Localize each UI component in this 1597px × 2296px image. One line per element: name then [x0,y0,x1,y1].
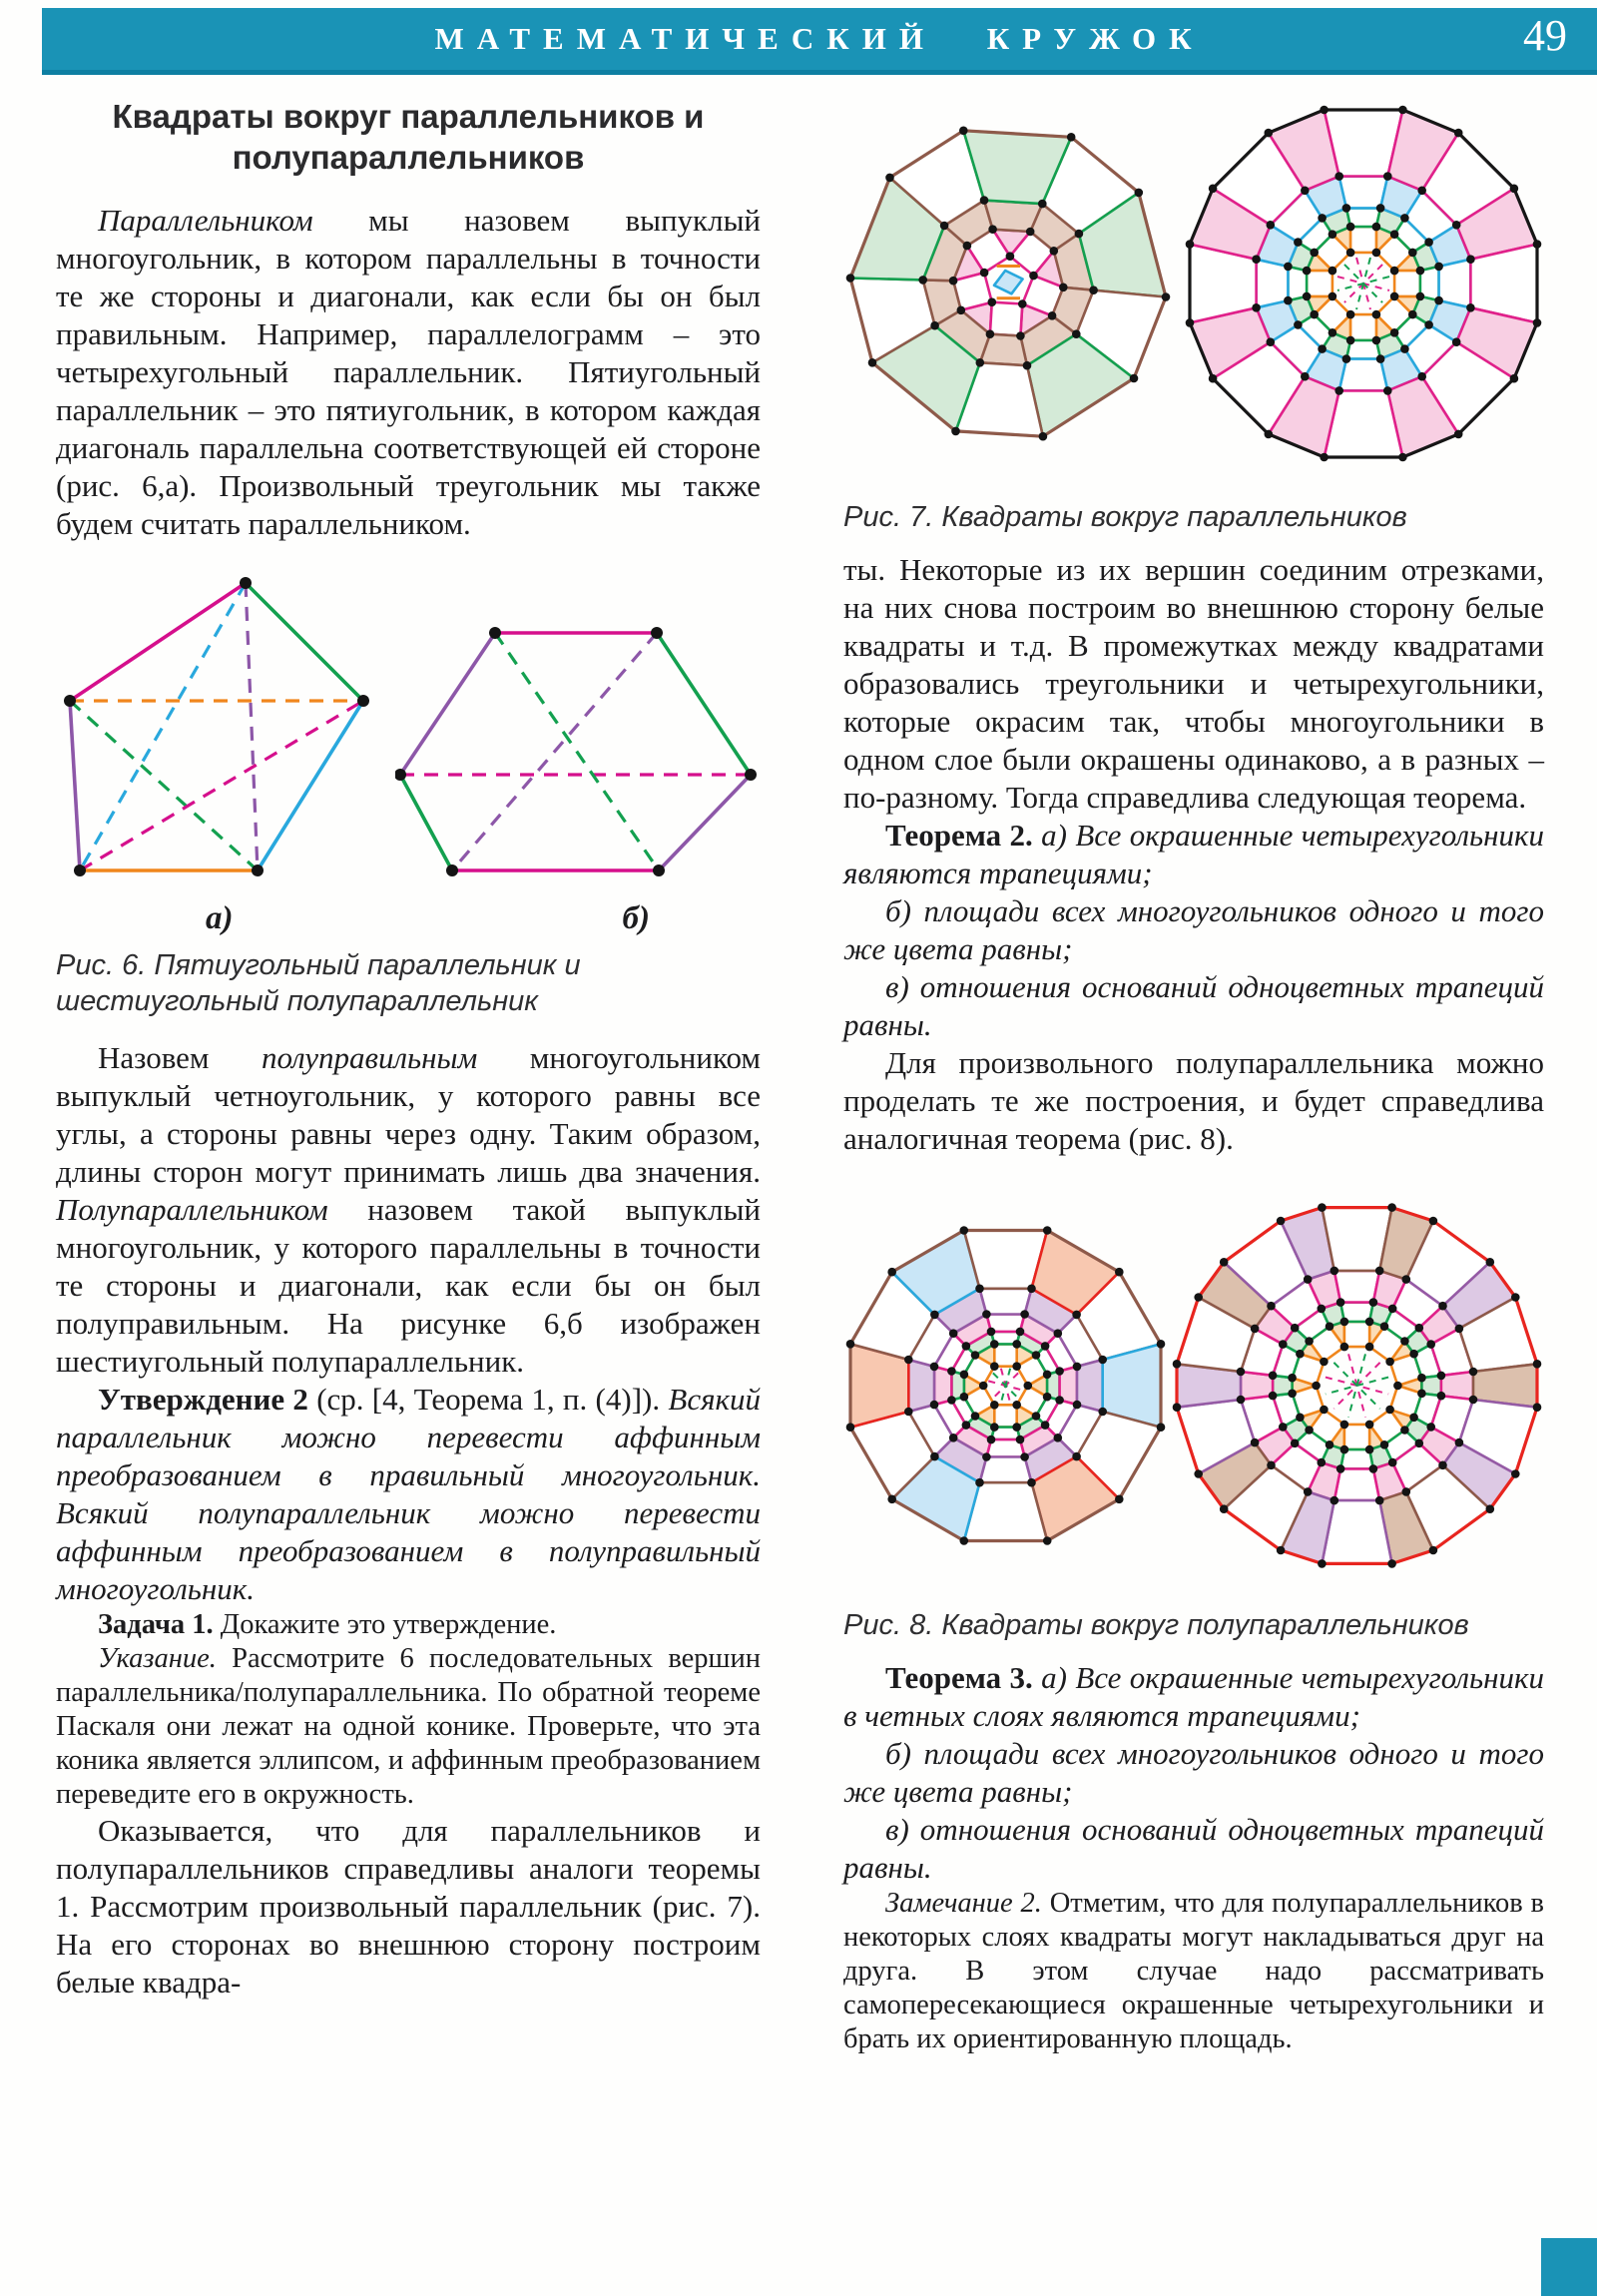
theorem-2-a: Теорема 2. а) Все окрашенные четырехугольники являются трапециями; [843,818,1544,890]
figure-6 [56,569,761,884]
paragraph-parallelnik-definition: Параллельником мы назовем выпуклый многоугольник, в котором параллельны в точности те же стороны и диагонали, как если бы он был правильным. Например, параллелограмм – это четырехугольный параллельник. Пятиугольный параллельник – это пятиугольник, в котором каждая диагональ параллельна соответствующей ей стороне (рис. 6,а). Произвольный треугольник мы также будем считать параллельником. [56,203,761,541]
remark-2: Замечание 2. Отметим, что для полупараллельников в некоторых слоях квадраты могут накладываться друг на друга. В этом случае надо рассматривать самопересекающиеся окрашенные четырехугольники и брать их ориентированную площадь. [843,1888,1544,2054]
page-corner-marker [1541,2238,1597,2296]
squares-around-decagon-diagram [1170,1174,1544,1597]
section-title: МАТЕМАТИЧЕСКИЙ КРУЖОК [434,21,1205,56]
theorem-2-c: в) отношения оснований одноцветных трапеций равны. [843,969,1544,1042]
theorem-3-b: б) площади всех многоугольников одного и того же цвета равны; [843,1736,1544,1809]
left-column [56,88,761,2002]
right-column [843,78,1544,2056]
theorem-2-b: б) площади всех многоугольников одного и того же цвета равны; [843,893,1544,966]
statement-2: Утверждение 2 (ср. [4, Теорема 1, п. (4)]). Всякий параллельник можно перевести аффинным преобразованием в правильный многоугольник. Всякий полупараллельник можно перевести аффинным преобразованием в полуправильный многоугольник. [56,1382,761,1606]
figure-7-caption: Рис. 7. Квадраты вокруг параллельников [843,501,1407,533]
figure-6-labels [56,900,761,937]
figure-7 [843,78,1544,489]
pentagon-parallelnik-diagram [56,569,385,884]
paragraph-construction-continued: ты. Некоторые из их вершин соединим отрезками, на них снова построим во внешнюю сторону белые квадраты и т.д. В промежутках между квадратами образовались треугольники и четырехугольники, которые окрасим так, чтобы многоугольники в одном слое были окрашены одинаково, а в разных – по-разному. Тогда справедлива следующая теорема. [843,552,1544,815]
squares-around-octagon-diagram [1183,78,1544,489]
figure-6b-label: б) [622,900,650,936]
figure-8-caption: Рис. 8. Квадраты вокруг полупараллельников [843,1609,1469,1641]
page-header-bar [42,8,1597,75]
theorem-3-a: Теорема 3. а) Все окрашенные четырехугольники в четных слоях являются трапециями; [843,1660,1544,1733]
paragraph-semiparallelnik-analog: Для произвольного полупараллельника можно проделать те же построения, и будет справедлива аналогичная теорема (рис. 8). [843,1045,1544,1156]
figure-6a-label: а) [206,900,234,936]
theorem-3-c: в) отношения оснований одноцветных трапеций равны. [843,1812,1544,1885]
hexagon-semiparallelnik-diagram [395,623,761,884]
figure-8 [843,1174,1544,1597]
paragraph-semiregular-definition: Назовем полуправильным многоугольником выпуклый четноугольник, у которого равны все углы, а стороны равны через одну. Таким образом, длины сторон могут принимать лишь два значения. Полупараллельником назовем такой выпуклый многоугольник, у которого параллельны в точности те стороны и диагонали, как если бы он был полуправильным. На рисунке 6,б изображен шестиугольный полупараллельник. [56,1040,761,1379]
hint: Указание. Рассмотрите 6 последовательных вершин параллельника/полупараллельника. По обратной теореме Паскаля они лежат на одной конике. Проверьте, что эта коника является эллипсом, и аффинным преобразованием переведите его в окружность. [56,1643,761,1810]
figure-6-caption: Рис. 6. Пятиугольный параллельник и шестиугольный полупараллельник [56,949,581,1017]
article-title: Квадраты вокруг параллельников и полупараллельников [112,98,705,176]
page-number: 49 [1523,11,1567,60]
task-1: Задача 1. Докажите это утверждение. [98,1609,557,1640]
paragraph-squares-construction: Оказывается, что для параллельников и полупараллельников справедливы аналоги теоремы 1. Рассмотрим произвольный параллельник (рис. 7). На его сторонах во внешнюю сторону построим белые квадра- [56,1813,761,2000]
squares-around-pentagon-diagram [843,84,1173,483]
squares-around-hexagon-diagram [843,1191,1168,1580]
